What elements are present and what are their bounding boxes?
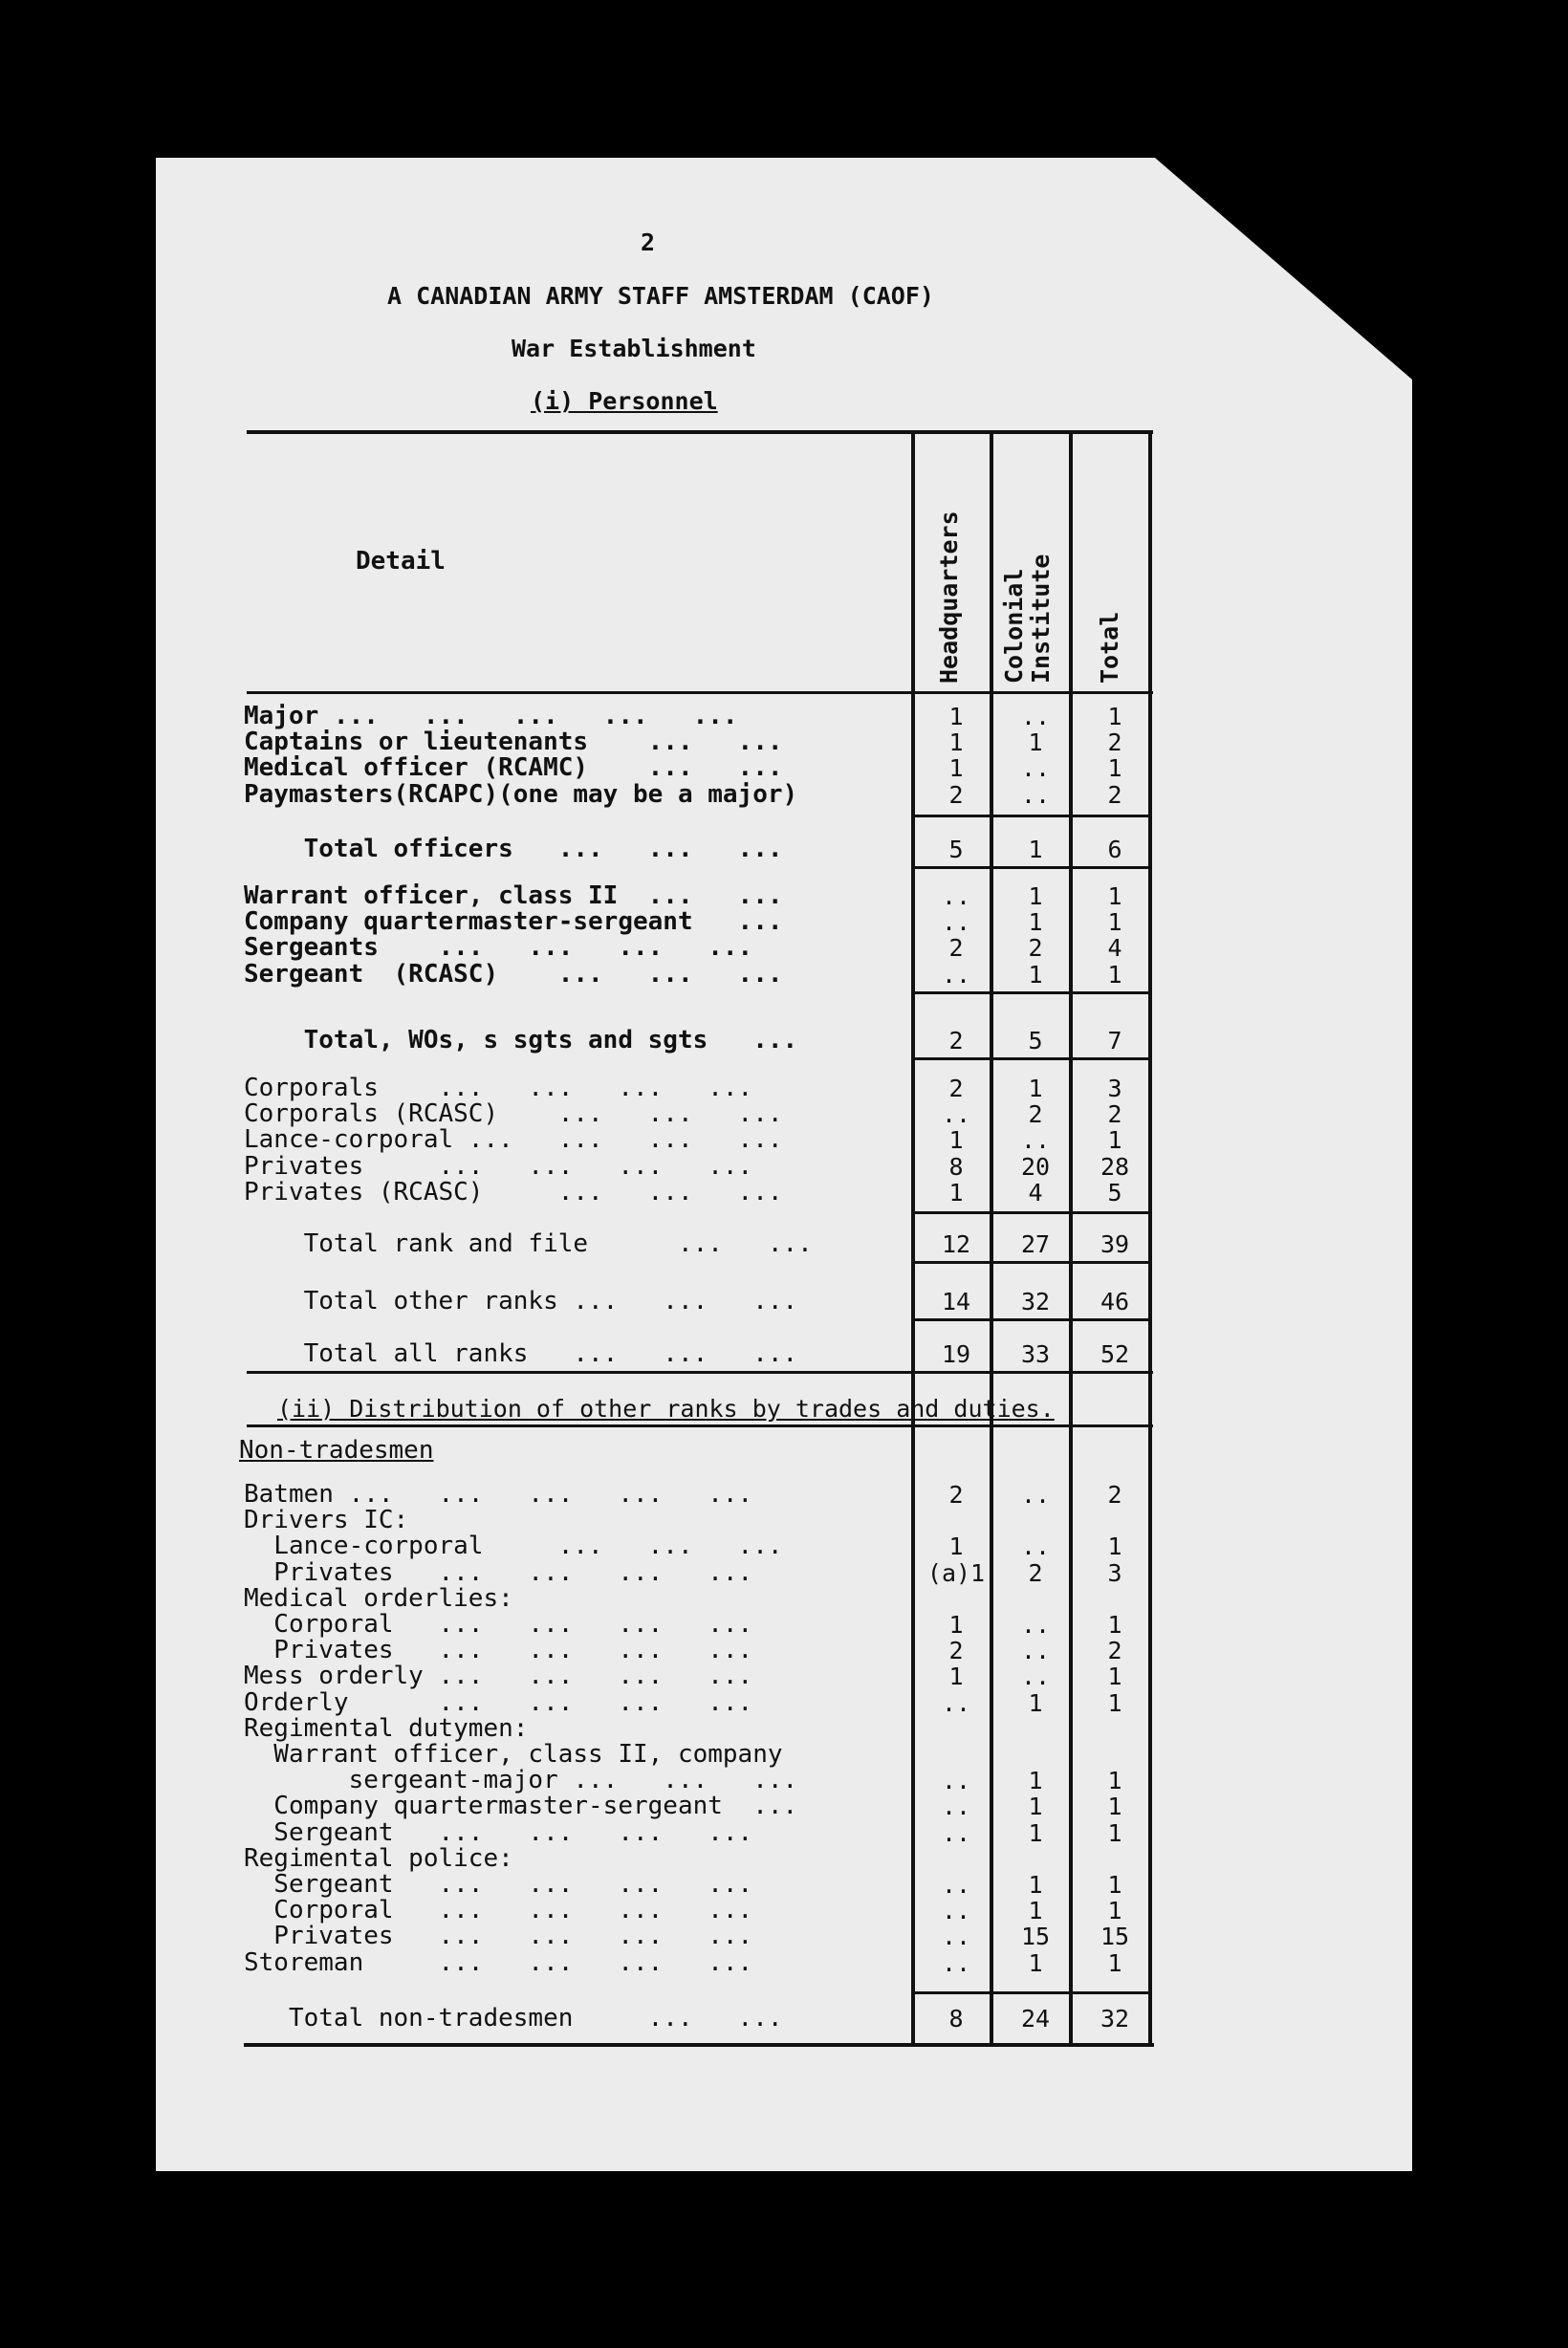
nontrades-row-15-label: Sergeant ... ... ... ... bbox=[244, 1870, 753, 1899]
personnel-row-6-0-ci-value: 32 bbox=[1020, 1288, 1051, 1315]
personnel-row-2-2-ci-value: 2 bbox=[1028, 934, 1043, 963]
personnel-row-4-3-tot-value: 28 bbox=[1100, 1152, 1130, 1181]
nontrades-row-12-hq-value: .. bbox=[941, 1793, 971, 1821]
nontrades-row-7-label: Mess orderly ... ... ... ... bbox=[244, 1662, 753, 1691]
nontrades-row-0-hq-value: 2 bbox=[948, 1481, 964, 1509]
personnel-row-0-3-hq-value: 2 bbox=[948, 780, 964, 809]
nontrades-row-11-hq-value: .. bbox=[941, 1767, 971, 1795]
personnel-row-7-0-ci-value: 33 bbox=[1020, 1340, 1051, 1368]
nontrades-row-2-label: Lance-corporal ... ... ... bbox=[244, 1532, 783, 1561]
personnel-row-0-1-label: Captains or lieutenants ... ... bbox=[244, 728, 783, 757]
nontrades-row-8-hq-value: .. bbox=[941, 1688, 971, 1717]
personnel-row-4-1-tot-value: 2 bbox=[1107, 1100, 1122, 1129]
nontrades-row-13-hq-value: .. bbox=[941, 1818, 971, 1847]
nontrades-row-8-ci-value: 1 bbox=[1028, 1688, 1043, 1717]
page-title: A CANADIAN ARMY STAFF AMSTERDAM (CAOF) bbox=[387, 282, 934, 310]
detail-header: Detail bbox=[356, 547, 446, 576]
personnel-row-0-2-ci-value: .. bbox=[1020, 754, 1051, 783]
personnel-row-0-2-label: Medical officer (RCAMC) ... ... bbox=[244, 753, 783, 783]
personnel-row-4-4-label: Privates (RCASC) ... ... ... bbox=[244, 1177, 783, 1207]
section-heading-distribution: (ii) Distribution of other ranks by trades and duties. bbox=[277, 1395, 1055, 1423]
personnel-row-0-0-tot-value: 1 bbox=[1107, 703, 1122, 730]
nontrades-row-10-label: Warrant officer, class II, company bbox=[244, 1740, 783, 1769]
nontrades-row-0-label: Batmen ... ... ... ... ... bbox=[244, 1480, 753, 1509]
personnel-row-4-1-ci-value: 2 bbox=[1028, 1100, 1043, 1129]
personnel-row-0-2-tot-value: 1 bbox=[1107, 754, 1122, 783]
personnel-row-7-0-tot-value: 52 bbox=[1100, 1340, 1130, 1368]
personnel-row-2-2-hq-value: 2 bbox=[948, 934, 964, 963]
personnel-row-2-1-label: Company quartermaster-sergeant ... bbox=[244, 907, 783, 937]
nontrades-row-16-ci-value: 1 bbox=[1028, 1897, 1043, 1925]
nontrades-row-11-label: sergeant-major ... ... ... bbox=[244, 1766, 798, 1795]
nontrades-row-12-label: Company quartermaster-sergeant ... bbox=[244, 1792, 798, 1821]
nontrades-row-3-tot-value: 3 bbox=[1107, 1558, 1122, 1587]
personnel-row-2-1-hq-value: .. bbox=[941, 908, 971, 937]
nontrades-row-6-ci-value: .. bbox=[1020, 1637, 1051, 1665]
personnel-row-4-0-tot-value: 3 bbox=[1107, 1075, 1122, 1102]
personnel-row-7-0-hq-value: 19 bbox=[941, 1340, 971, 1368]
nontrades-total-rule bbox=[913, 1991, 1152, 1994]
personnel-row-4-2-tot-value: 1 bbox=[1107, 1126, 1122, 1155]
nontrades-row-13-tot-value: 1 bbox=[1107, 1818, 1122, 1847]
nontrades-total-row-ci-value: 24 bbox=[1020, 2005, 1051, 2033]
section-heading-personnel: (i) Personnel bbox=[531, 387, 718, 415]
nontrades-row-4-label: Medical orderlies: bbox=[244, 1583, 513, 1613]
personnel-row-2-1-tot-value: 1 bbox=[1107, 908, 1122, 937]
personnel-row-4-3-label: Privates ... ... ... ... bbox=[244, 1151, 753, 1181]
personnel-row-3-0-label: Total, WOs, s sgts and sgts ... bbox=[244, 1026, 798, 1054]
table-bottom-rule bbox=[244, 2043, 1154, 2047]
personnel-row-4-4-hq-value: 1 bbox=[948, 1178, 964, 1207]
nontrades-row-17-tot-value: 15 bbox=[1100, 1923, 1130, 1951]
group-rule-0 bbox=[913, 815, 1152, 817]
personnel-row-5-0-tot-value: 39 bbox=[1100, 1230, 1130, 1258]
colonial-header: Colonial bbox=[1000, 568, 1028, 684]
personnel-row-1-0-hq-value: 5 bbox=[948, 836, 964, 863]
nontrades-row-3-hq-value: (a)1 bbox=[926, 1558, 986, 1587]
personnel-row-0-1-hq-value: 1 bbox=[948, 728, 964, 757]
personnel-row-0-0-hq-value: 1 bbox=[948, 703, 964, 730]
personnel-row-2-3-label: Sergeant (RCASC) ... ... ... bbox=[244, 959, 783, 989]
personnel-row-2-3-tot-value: 1 bbox=[1107, 960, 1122, 989]
nontrades-total-row-hq-value: 8 bbox=[948, 2005, 964, 2033]
personnel-row-1-0-ci-value: 1 bbox=[1028, 836, 1043, 863]
personnel-row-4-0-hq-value: 2 bbox=[948, 1075, 964, 1102]
personnel-row-0-0-label: Major ... ... ... ... ... bbox=[244, 702, 738, 730]
nontrades-row-5-label: Corporal ... ... ... ... bbox=[244, 1610, 753, 1639]
nontrades-row-18-ci-value: 1 bbox=[1028, 1948, 1043, 1977]
personnel-row-0-3-tot-value: 2 bbox=[1107, 780, 1122, 809]
nontrades-row-6-hq-value: 2 bbox=[948, 1637, 964, 1665]
nontrades-row-8-tot-value: 1 bbox=[1107, 1688, 1122, 1717]
institute-header: Institute bbox=[1027, 554, 1055, 684]
personnel-row-4-4-tot-value: 5 bbox=[1107, 1178, 1122, 1207]
column-rule-hq-left bbox=[911, 430, 915, 2046]
nontrades-row-8-label: Orderly ... ... ... ... bbox=[244, 1687, 753, 1717]
personnel-row-1-0-label: Total officers ... ... ... bbox=[244, 835, 783, 863]
personnel-row-2-0-ci-value: 1 bbox=[1028, 882, 1043, 910]
nontrades-row-6-label: Privates ... ... ... ... bbox=[244, 1636, 753, 1665]
personnel-row-0-2-hq-value: 1 bbox=[948, 754, 964, 783]
personnel-row-6-0-tot-value: 46 bbox=[1100, 1288, 1130, 1315]
personnel-row-4-1-hq-value: .. bbox=[941, 1100, 971, 1129]
personnel-row-2-2-label: Sergeants ... ... ... ... bbox=[244, 933, 753, 963]
personnel-row-0-3-ci-value: .. bbox=[1020, 780, 1051, 809]
nontrades-row-18-tot-value: 1 bbox=[1107, 1948, 1122, 1977]
personnel-row-2-0-hq-value: .. bbox=[941, 882, 971, 910]
table-top-rule bbox=[247, 430, 1153, 434]
nontrades-row-0-ci-value: .. bbox=[1020, 1481, 1051, 1509]
personnel-row-6-0-label: Total other ranks ... ... ... bbox=[244, 1287, 798, 1315]
nontrades-row-7-ci-value: .. bbox=[1020, 1663, 1051, 1691]
header-bottom-rule bbox=[247, 691, 1153, 694]
nontrades-row-14-label: Regimental police: bbox=[244, 1843, 513, 1873]
group-rule-4 bbox=[913, 1211, 1152, 1214]
nontrades-row-7-tot-value: 1 bbox=[1107, 1663, 1122, 1691]
nontrades-row-0-tot-value: 2 bbox=[1107, 1481, 1122, 1509]
section-ii-top-rule bbox=[247, 1371, 1153, 1374]
personnel-row-4-1-label: Corporals (RCASC) ... ... ... bbox=[244, 1099, 783, 1129]
group-rule-2 bbox=[913, 991, 1152, 994]
nontrades-row-16-label: Corporal ... ... ... ... bbox=[244, 1896, 753, 1925]
nontrades-row-12-ci-value: 1 bbox=[1028, 1793, 1043, 1821]
personnel-row-6-0-hq-value: 14 bbox=[941, 1288, 971, 1315]
personnel-row-5-0-hq-value: 12 bbox=[941, 1230, 971, 1258]
nontrades-row-15-ci-value: 1 bbox=[1028, 1871, 1043, 1899]
nontrades-row-11-ci-value: 1 bbox=[1028, 1767, 1043, 1795]
personnel-row-2-2-tot-value: 4 bbox=[1107, 934, 1122, 963]
group-rule-1 bbox=[913, 866, 1152, 869]
personnel-row-4-0-ci-value: 1 bbox=[1028, 1075, 1043, 1102]
nontrades-row-3-label: Privates ... ... ... ... bbox=[244, 1557, 753, 1587]
personnel-row-2-0-label: Warrant officer, class II ... ... bbox=[244, 881, 783, 910]
nontrades-total-row-tot-value: 32 bbox=[1100, 2005, 1130, 2033]
nontrades-row-18-label: Storeman ... ... ... ... bbox=[244, 1947, 753, 1977]
nontrades-row-11-tot-value: 1 bbox=[1107, 1767, 1122, 1795]
personnel-row-2-3-hq-value: .. bbox=[941, 960, 971, 989]
group-rule-3 bbox=[913, 1057, 1152, 1060]
personnel-row-4-2-label: Lance-corporal ... ... ... ... bbox=[244, 1125, 783, 1155]
page-subtitle: War Establishment bbox=[512, 335, 756, 362]
personnel-row-3-0-hq-value: 2 bbox=[948, 1027, 964, 1054]
nontrades-row-1-label: Drivers IC: bbox=[244, 1506, 409, 1535]
personnel-row-0-1-ci-value: 1 bbox=[1028, 728, 1043, 757]
nontrades-row-16-hq-value: .. bbox=[941, 1897, 971, 1925]
nontrades-row-2-hq-value: 1 bbox=[948, 1533, 964, 1561]
nontrades-row-9-label: Regimental dutymen: bbox=[244, 1713, 529, 1743]
personnel-row-2-1-ci-value: 1 bbox=[1028, 908, 1043, 937]
nontrades-row-17-ci-value: 15 bbox=[1020, 1923, 1051, 1951]
page-number: 2 bbox=[641, 228, 656, 256]
personnel-row-5-0-label: Total rank and file ... ... bbox=[244, 1229, 813, 1258]
personnel-row-1-0-tot-value: 6 bbox=[1107, 836, 1122, 863]
nontrades-row-2-ci-value: .. bbox=[1020, 1533, 1051, 1561]
nontrades-row-7-hq-value: 1 bbox=[948, 1663, 964, 1691]
nontrades-row-17-hq-value: .. bbox=[941, 1923, 971, 1951]
nontrades-row-18-hq-value: .. bbox=[941, 1948, 971, 1977]
nontrades-row-5-hq-value: 1 bbox=[948, 1611, 964, 1639]
personnel-row-5-0-ci-value: 27 bbox=[1020, 1230, 1051, 1258]
group-rule-5 bbox=[913, 1261, 1152, 1264]
nontrades-row-13-label: Sergeant ... ... ... ... bbox=[244, 1817, 753, 1847]
nontrades-total-row-label: Total non-tradesmen ... ... bbox=[244, 2004, 783, 2033]
personnel-row-7-0-label: Total all ranks ... ... ... bbox=[244, 1339, 798, 1368]
section-ii-bottom-rule bbox=[247, 1424, 1153, 1427]
personnel-row-4-2-hq-value: 1 bbox=[948, 1126, 964, 1155]
nontrades-row-16-tot-value: 1 bbox=[1107, 1897, 1122, 1925]
personnel-row-4-2-ci-value: .. bbox=[1020, 1126, 1051, 1155]
nontrades-row-5-ci-value: .. bbox=[1020, 1611, 1051, 1639]
nontrades-row-2-tot-value: 1 bbox=[1107, 1533, 1122, 1561]
nontrades-row-15-tot-value: 1 bbox=[1107, 1871, 1122, 1899]
personnel-row-0-3-label: Paymasters(RCAPC)(one may be a major) bbox=[244, 779, 798, 809]
personnel-row-4-4-ci-value: 4 bbox=[1028, 1178, 1043, 1207]
nontrades-row-6-tot-value: 2 bbox=[1107, 1637, 1122, 1665]
personnel-row-0-1-tot-value: 2 bbox=[1107, 728, 1122, 757]
personnel-row-3-0-ci-value: 5 bbox=[1028, 1027, 1043, 1054]
personnel-row-3-0-tot-value: 7 bbox=[1107, 1027, 1122, 1054]
personnel-row-2-3-ci-value: 1 bbox=[1028, 960, 1043, 989]
headquarters-header: Headquarters bbox=[935, 511, 963, 684]
personnel-row-4-3-hq-value: 8 bbox=[948, 1152, 964, 1181]
personnel-row-4-3-ci-value: 20 bbox=[1020, 1152, 1051, 1181]
nontrades-row-5-tot-value: 1 bbox=[1107, 1611, 1122, 1639]
total-header: Total bbox=[1096, 611, 1123, 684]
group-rule-6 bbox=[913, 1318, 1152, 1321]
nontrades-row-17-label: Privates ... ... ... ... bbox=[244, 1922, 753, 1951]
nontrades-row-12-tot-value: 1 bbox=[1107, 1793, 1122, 1821]
personnel-row-0-0-ci-value: .. bbox=[1020, 703, 1051, 730]
personnel-row-2-0-tot-value: 1 bbox=[1107, 882, 1122, 910]
nontradesmen-heading: Non-tradesmen bbox=[239, 1436, 434, 1465]
nontrades-row-13-ci-value: 1 bbox=[1028, 1818, 1043, 1847]
nontrades-row-15-hq-value: .. bbox=[941, 1871, 971, 1899]
nontrades-row-3-ci-value: 2 bbox=[1028, 1558, 1043, 1587]
personnel-row-4-0-label: Corporals ... ... ... ... bbox=[244, 1074, 753, 1102]
